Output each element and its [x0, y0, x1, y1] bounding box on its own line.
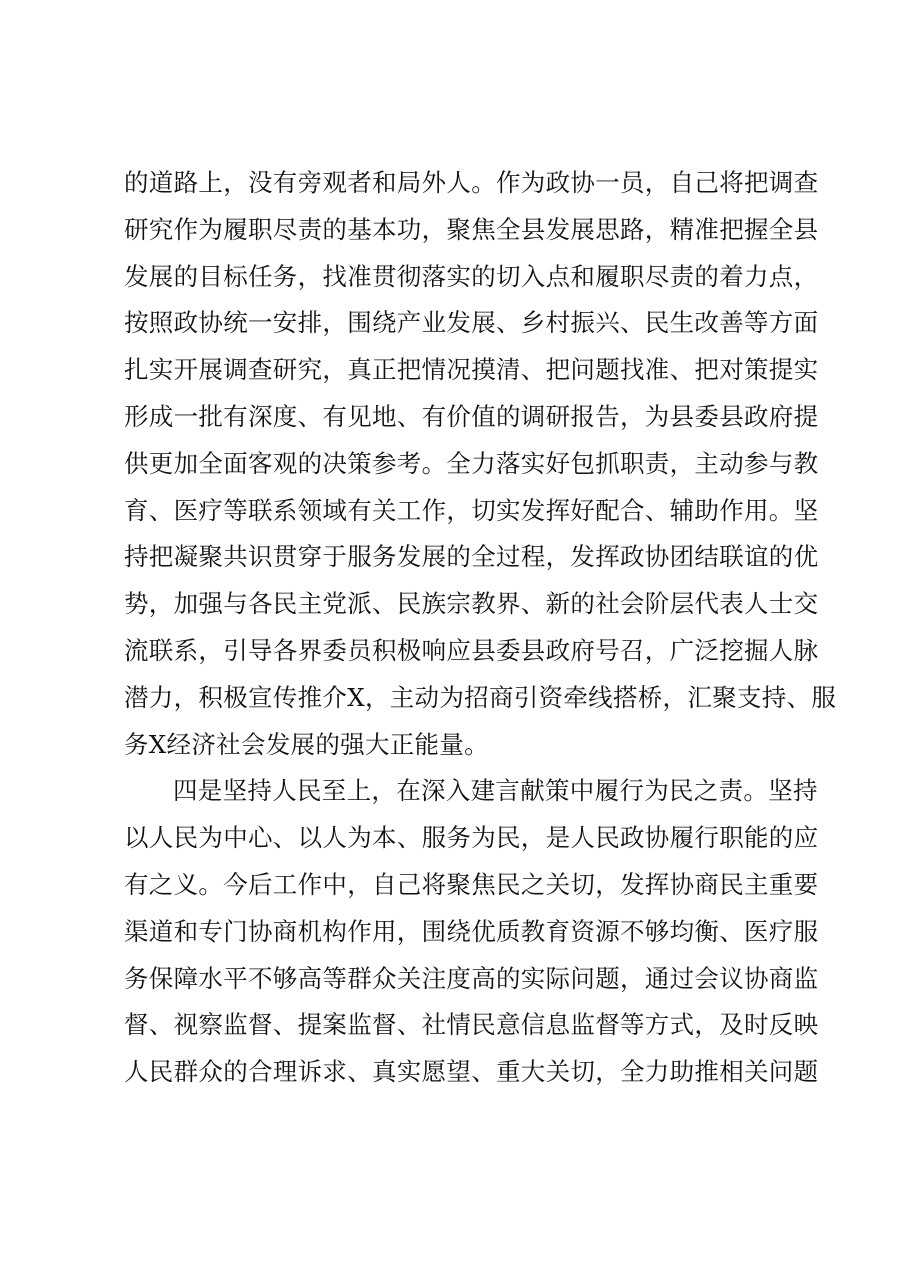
text-line: 渠道和专门协商机构作用，围绕优质教育资源不够均衡、医疗服: [124, 916, 819, 946]
text-line: 供更加全面客观的决策参考。全力落实好包抓职责，主动参与教: [124, 448, 819, 478]
text-line: 研究作为履职尽责的基本功，聚焦全县发展思路，精准把握全县: [124, 214, 819, 244]
document-body-text: [124, 160, 837, 1096]
text-line: 务保障水平不够高等群众关注度高的实际问题，通过会议协商监: [124, 963, 819, 993]
text-line: 有之义。今后工作中，自己将聚焦民之关切，发挥协商民主重要: [124, 869, 819, 899]
paragraph-first-line: 四是坚持人民至上，在深入建言献策中履行为民之责。坚持: [173, 776, 818, 806]
text-line: 务X经济社会发展的强大正能量。: [124, 729, 489, 759]
text-line: 按照政协统一安排，围绕产业发展、乡村振兴、民生改善等方面: [124, 308, 819, 338]
text-line: 督、视察监督、提案监督、社情民意信息监督等方式，及时反映: [124, 1010, 819, 1040]
text-line: 潜力，积极宣传推介X，主动为招商引资牵线搭桥，汇聚支持、服: [124, 682, 837, 712]
text-line: 的道路上，没有旁观者和局外人。作为政协一员，自己将把调查: [124, 168, 819, 197]
text-line: 形成一批有深度、有见地、有价值的调研报告，为县委县政府提: [124, 401, 819, 431]
text-line: 人民群众的合理诉求、真实愿望、重大关切，全力助推相关问题: [124, 1057, 819, 1087]
text-line: 持把凝聚共识贯穿于服务发展的全过程，发挥政协团结联谊的优: [124, 542, 819, 572]
text-line: 以人民为中心、以人为本、服务为民，是人民政协履行职能的应: [124, 823, 819, 853]
text-line: 扎实开展调查研究，真正把情况摸清、把问题找准、把对策提实: [124, 355, 819, 385]
text-line: 势，加强与各民主党派、民族宗教界、新的社会阶层代表人士交: [124, 589, 819, 619]
text-line: 流联系，引导各界委员积极响应县委县政府号召，广泛挖掘人脉: [124, 635, 819, 665]
text-line: 发展的目标任务，找准贯彻落实的切入点和履职尽责的着力点，: [124, 261, 819, 291]
text-line: 育、医疗等联系领域有关工作，切实发挥好配合、辅助作用。坚: [124, 495, 819, 525]
